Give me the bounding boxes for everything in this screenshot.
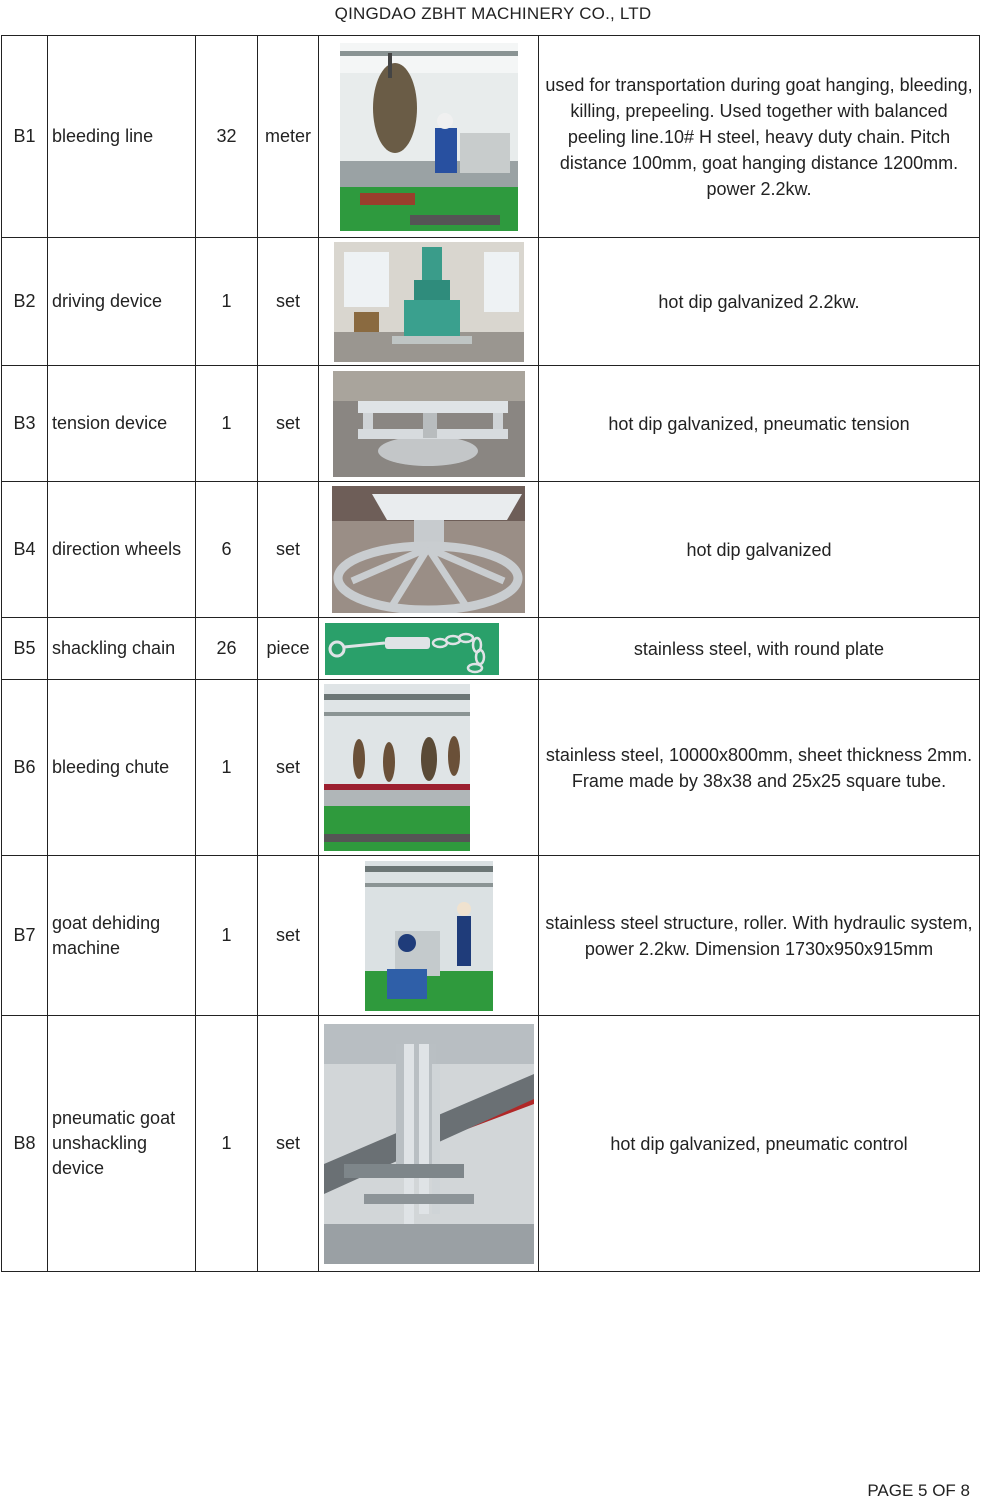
page-number: PAGE 5 OF 8 — [867, 1481, 970, 1500]
unshackling-device-photo — [324, 1024, 534, 1264]
item-code: B7 — [2, 856, 48, 1016]
table-row — [2, 680, 980, 856]
table-row — [2, 856, 980, 1016]
item-quantity: 1 — [196, 366, 258, 482]
item-code: B6 — [2, 680, 48, 856]
item-quantity: 1 — [196, 1016, 258, 1272]
item-quantity: 1 — [196, 238, 258, 366]
item-unit: set — [258, 680, 319, 856]
table-row — [2, 366, 980, 482]
company-header: QINGDAO ZBHT MACHINERY CO., LTD — [334, 4, 652, 23]
item-description: used for transportation during goat hanging, bleeding, killing, prepeeling. Used together with balanced peeling line.10# H steel, heavy duty chain. Pitch distance 100mm, goat hanging distance 1200mm. power 2.2kw. — [539, 36, 980, 238]
item-quantity: 1 — [196, 680, 258, 856]
item-name: bleeding line — [48, 36, 196, 238]
bleeding-line-photo — [340, 43, 518, 231]
item-quantity: 26 — [196, 618, 258, 680]
item-name: goat dehiding machine — [48, 856, 196, 1016]
table-row — [2, 238, 980, 366]
item-name: tension device — [48, 366, 196, 482]
item-description: hot dip galvanized, pneumatic tension — [539, 366, 980, 482]
item-description: hot dip galvanized 2.2kw. — [539, 238, 980, 366]
driving-device-photo — [334, 242, 524, 362]
item-description: stainless steel, 10000x800mm, sheet thickness 2mm. Frame made by 38x38 and 25x25 square tube. — [539, 680, 980, 856]
item-description: stainless steel, with round plate — [539, 618, 980, 680]
item-unit: set — [258, 482, 319, 618]
item-code: B4 — [2, 482, 48, 618]
tension-device-photo — [333, 371, 525, 477]
shackling-chain-photo — [325, 623, 499, 675]
item-description: hot dip galvanized, pneumatic control — [539, 1016, 980, 1272]
item-code: B5 — [2, 618, 48, 680]
equipment-table — [1, 35, 980, 1272]
item-name: pneumatic goat unshackling device — [48, 1016, 196, 1272]
item-unit: set — [258, 1016, 319, 1272]
item-unit: set — [258, 366, 319, 482]
dehiding-machine-photo — [365, 861, 493, 1011]
item-quantity: 6 — [196, 482, 258, 618]
table-row — [2, 36, 980, 238]
item-unit: meter — [258, 36, 319, 238]
table-row — [2, 618, 980, 680]
table-row — [2, 482, 980, 618]
item-name: direction wheels — [48, 482, 196, 618]
item-code: B1 — [2, 36, 48, 238]
item-unit: set — [258, 856, 319, 1016]
item-code: B3 — [2, 366, 48, 482]
direction-wheel-photo — [332, 486, 525, 613]
item-name: shackling chain — [48, 618, 196, 680]
bleeding-chute-photo — [324, 684, 470, 851]
item-code: B8 — [2, 1016, 48, 1272]
item-name: bleeding chute — [48, 680, 196, 856]
item-quantity: 32 — [196, 36, 258, 238]
item-unit: set — [258, 238, 319, 366]
table-row — [2, 1016, 980, 1272]
item-code: B2 — [2, 238, 48, 366]
item-name: driving device — [48, 238, 196, 366]
item-description: stainless steel structure, roller. With hydraulic system, power 2.2kw. Dimension 1730x950x915mm — [539, 856, 980, 1016]
item-unit: piece — [258, 618, 319, 680]
item-description: hot dip galvanized — [539, 482, 980, 618]
item-quantity: 1 — [196, 856, 258, 1016]
